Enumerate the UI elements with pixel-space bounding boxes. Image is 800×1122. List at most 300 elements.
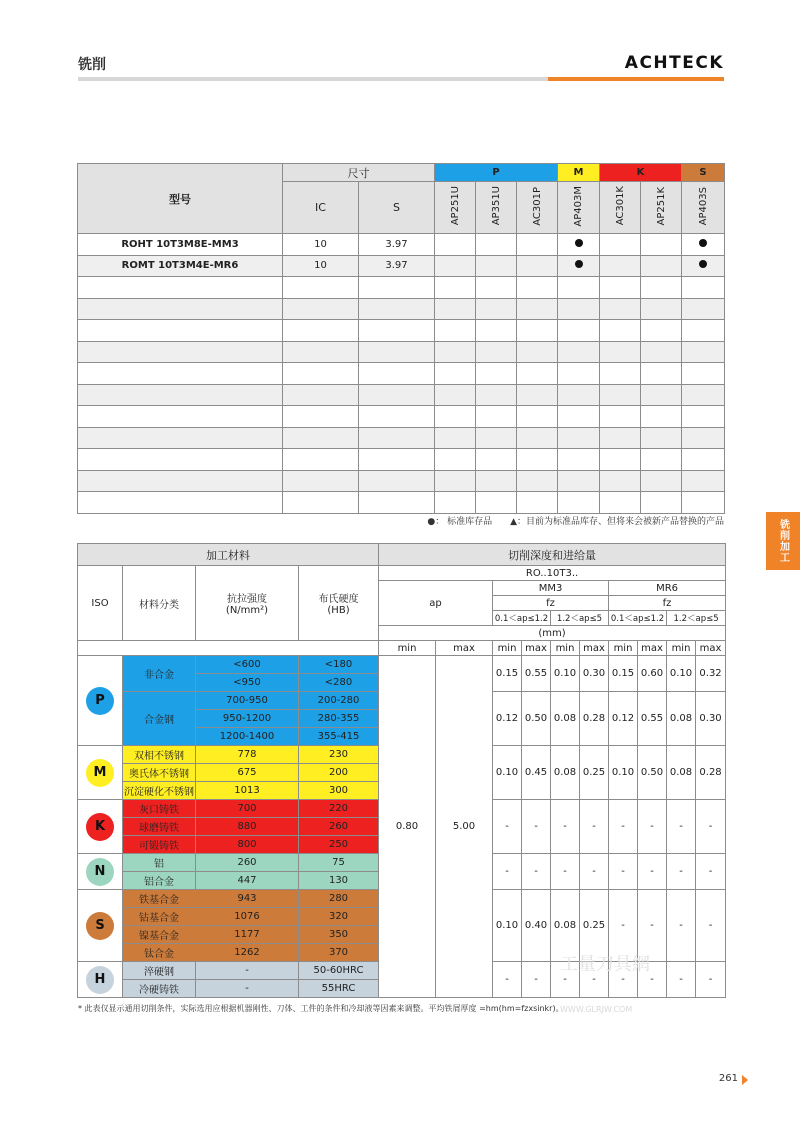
feed-cell: 0.10 (609, 746, 638, 800)
range-header: 0.1＜ap≤1.2 (493, 611, 551, 626)
empty-cell (78, 277, 283, 299)
tensile-header: 抗拉强度 (N/mm²) (196, 566, 299, 641)
empty-cell (359, 363, 435, 385)
group-k-header: K (600, 164, 682, 182)
stock-cell (476, 341, 517, 363)
stock-cell (476, 277, 517, 299)
stock-cell (435, 449, 476, 471)
feed-cell: 0.10 (551, 656, 580, 692)
iso-p-badge-icon: P (86, 687, 114, 715)
min-header: min (609, 641, 638, 656)
empty-cell (359, 449, 435, 471)
brand-logo: ACHTECK (624, 53, 724, 73)
iso-h-badge-icon: H (86, 966, 114, 994)
fz-header: fz (493, 596, 609, 611)
feed-cell: 0.30 (696, 692, 726, 746)
stock-cell (682, 298, 725, 320)
stock-cell (476, 492, 517, 514)
stock-cell (641, 255, 682, 277)
hardness-cell: 280 (299, 890, 379, 908)
empty-cell (283, 406, 359, 428)
tensile-cell: 943 (196, 890, 299, 908)
stock-cell (558, 341, 600, 363)
feed-cell: - (493, 800, 522, 854)
feed-cell: - (522, 854, 551, 890)
stock-cell (435, 255, 476, 277)
stock-cell (641, 277, 682, 299)
iso-k-badge-icon: K (86, 813, 114, 841)
stock-cell (435, 427, 476, 449)
watermark: 工量刀具網 (560, 954, 650, 975)
category-header: 材料分类 (123, 566, 196, 641)
feed-cell: - (696, 854, 726, 890)
tensile-cell: 950-1200 (196, 710, 299, 728)
empty-cell (78, 320, 283, 342)
stock-cell (517, 470, 558, 492)
unit-label: (mm) (379, 626, 726, 641)
grade-header: AP251U (449, 186, 461, 226)
category-cell: 钴基合金 (123, 908, 196, 926)
stock-cell (476, 320, 517, 342)
stock-cell (600, 384, 641, 406)
empty-cell (283, 298, 359, 320)
stock-cell (476, 298, 517, 320)
stock-cell (641, 384, 682, 406)
stock-cell (558, 363, 600, 385)
feed-cell: - (667, 890, 696, 962)
feed-cell: 0.30 (580, 656, 609, 692)
stock-legend: ●： 标准库存品 ▲：目前为标准品库存、但将来会被新产品替换的产品 (427, 517, 724, 527)
stock-cell (682, 427, 725, 449)
iso-k-cell (78, 800, 123, 854)
model-cell: ROHT 10T3M8E-MM3 (78, 234, 283, 256)
stock-cell (476, 234, 517, 256)
stock-cell (435, 384, 476, 406)
feed-cell: 0.10 (493, 890, 522, 962)
iso-n-badge-icon: N (86, 858, 114, 886)
tensile-cell: 447 (196, 872, 299, 890)
feed-cell: - (696, 800, 726, 854)
stock-cell (435, 363, 476, 385)
stock-cell (476, 384, 517, 406)
feed-cell: 0.08 (551, 746, 580, 800)
stock-cell (558, 492, 600, 514)
min-header: min (551, 641, 580, 656)
range-header: 1.2＜ap≤5 (667, 611, 726, 626)
tensile-cell: - (196, 980, 299, 998)
hardness-cell: 55HRC (299, 980, 379, 998)
tensile-cell: 675 (196, 764, 299, 782)
hardness-cell: 250 (299, 836, 379, 854)
size-header: 尺寸 (283, 164, 435, 182)
page-number: 261 (718, 1073, 738, 1084)
hardness-cell: 220 (299, 800, 379, 818)
empty-cell (359, 277, 435, 299)
empty-cell (283, 384, 359, 406)
feed-cell: - (580, 854, 609, 890)
tensile-cell: 1076 (196, 908, 299, 926)
empty-cell (78, 449, 283, 471)
feed-cell: 0.45 (522, 746, 551, 800)
range-header: 1.2＜ap≤5 (551, 611, 609, 626)
hardness-cell: 280-355 (299, 710, 379, 728)
grade-header: AP251K (655, 186, 667, 226)
stock-cell (476, 449, 517, 471)
stock-cell (558, 298, 600, 320)
max-header: max (436, 641, 493, 656)
feed-cell: - (667, 962, 696, 998)
stock-dot-icon (699, 239, 707, 247)
feed-cell: 0.25 (580, 746, 609, 800)
stock-cell (682, 470, 725, 492)
header-rule-accent (548, 77, 724, 81)
stock-cell (435, 341, 476, 363)
category-cell: 非合金 (123, 656, 196, 692)
stock-cell (600, 492, 641, 514)
empty-cell (283, 427, 359, 449)
stock-cell (600, 320, 641, 342)
feed-cell: - (493, 854, 522, 890)
stock-cell (558, 449, 600, 471)
stock-cell (517, 255, 558, 277)
empty-cell (283, 320, 359, 342)
ap-header: ap (379, 581, 493, 626)
tensile-cell: 1262 (196, 944, 299, 962)
stock-cell (682, 384, 725, 406)
s-header: S (359, 182, 435, 234)
feed-cell: - (609, 854, 638, 890)
hardness-cell: 320 (299, 908, 379, 926)
category-cell: 铁基合金 (123, 890, 196, 908)
feed-cell: - (609, 962, 638, 998)
empty-cell (359, 298, 435, 320)
stock-cell (558, 234, 600, 256)
empty-cell (359, 406, 435, 428)
ic-cell: 10 (283, 234, 359, 256)
tensile-cell: 1200-1400 (196, 728, 299, 746)
feed-cell: 0.50 (522, 692, 551, 746)
empty-cell (359, 427, 435, 449)
category-cell: 合金钢 (123, 692, 196, 746)
feed-cell: 0.08 (551, 692, 580, 746)
iso-m-badge-icon: M (86, 759, 114, 787)
empty-cell (78, 298, 283, 320)
empty-cell (78, 492, 283, 514)
hardness-cell: 355-415 (299, 728, 379, 746)
stock-cell (682, 406, 725, 428)
category-cell: 灰口铸铁 (123, 800, 196, 818)
grade-header: AP403M (573, 185, 584, 227)
feed-cell: 0.15 (609, 656, 638, 692)
iso-header: ISO (78, 566, 123, 641)
feed-cell: - (522, 800, 551, 854)
stock-cell (435, 298, 476, 320)
watermark-url: WWW.GLRJW.COM (560, 1005, 633, 1014)
feed-cell: - (493, 962, 522, 998)
tensile-cell: - (196, 962, 299, 980)
stock-cell (558, 406, 600, 428)
stock-cell (517, 406, 558, 428)
stock-cell (600, 341, 641, 363)
feed-cell: - (667, 800, 696, 854)
feed-cell: 0.12 (609, 692, 638, 746)
stock-cell (600, 234, 641, 256)
tensile-cell: 700-950 (196, 692, 299, 710)
empty-cell (283, 277, 359, 299)
category-cell: 双相不锈钢 (123, 746, 196, 764)
iso-h-cell (78, 962, 123, 998)
tensile-cell: 778 (196, 746, 299, 764)
mr6-header: MR6 (609, 581, 726, 596)
s-cell: 3.97 (359, 234, 435, 256)
tensile-cell: 1177 (196, 926, 299, 944)
stock-cell (517, 298, 558, 320)
stock-cell (435, 470, 476, 492)
s-cell: 3.97 (359, 255, 435, 277)
feed-cell: 0.55 (638, 692, 667, 746)
ap-min-cell: 0.80 (379, 656, 436, 998)
stock-dot-icon (575, 239, 583, 247)
grade-header: AC301K (614, 186, 626, 226)
feed-cell: - (522, 962, 551, 998)
stock-dot-icon (699, 260, 707, 268)
series-label: RO..10T3.. (379, 566, 726, 581)
stock-cell (600, 363, 641, 385)
hardness-cell: 75 (299, 854, 379, 872)
feed-cell: - (638, 962, 667, 998)
header-rule (78, 77, 548, 81)
mm3-header: MM3 (493, 581, 609, 596)
empty-cell (359, 384, 435, 406)
tensile-cell: 800 (196, 836, 299, 854)
stock-cell (558, 277, 600, 299)
hardness-cell: 50-60HRC (299, 962, 379, 980)
stock-cell (517, 320, 558, 342)
fz-header: fz (609, 596, 726, 611)
feed-cell: - (638, 890, 667, 962)
category-cell: 铝 (123, 854, 196, 872)
material-header: 加工材料 (78, 544, 379, 566)
stock-cell (517, 363, 558, 385)
hardness-cell: <280 (299, 674, 379, 692)
stock-cell (600, 427, 641, 449)
category-cell: 镍基合金 (123, 926, 196, 944)
feed-cell: - (609, 800, 638, 854)
feed-cell: - (638, 800, 667, 854)
category-cell: 钛合金 (123, 944, 196, 962)
stock-cell (682, 341, 725, 363)
empty-cell (78, 406, 283, 428)
tensile-cell: 700 (196, 800, 299, 818)
model-header: 型号 (78, 164, 283, 234)
stock-cell (682, 492, 725, 514)
stock-cell (435, 234, 476, 256)
max-header: max (696, 641, 726, 656)
grades-table (77, 163, 725, 514)
stock-cell (600, 255, 641, 277)
stock-cell (435, 320, 476, 342)
category-cell: 淬硬钢 (123, 962, 196, 980)
stock-cell (558, 427, 600, 449)
tensile-cell: 880 (196, 818, 299, 836)
section-title: 铣削 (78, 57, 106, 73)
range-header: 0.1＜ap≤1.2 (609, 611, 667, 626)
stock-cell (476, 406, 517, 428)
empty-cell (78, 427, 283, 449)
category-cell: 球磨铸铁 (123, 818, 196, 836)
stock-cell (682, 277, 725, 299)
cutting-conditions-table (77, 543, 726, 998)
category-cell: 沉淀硬化不锈钢 (123, 782, 196, 800)
iso-p-cell (78, 656, 123, 746)
feed-cell: - (551, 800, 580, 854)
stock-cell (558, 320, 600, 342)
feed-cell: - (609, 890, 638, 962)
stock-cell (682, 449, 725, 471)
hardness-cell: 200-280 (299, 692, 379, 710)
feed-cell: 0.10 (493, 746, 522, 800)
feed-cell: 0.08 (551, 890, 580, 962)
stock-cell (600, 277, 641, 299)
hardness-cell: 200 (299, 764, 379, 782)
cutting-header: 切削深度和进给量 (379, 544, 726, 566)
ic-cell: 10 (283, 255, 359, 277)
min-header: min (667, 641, 696, 656)
stock-cell (682, 363, 725, 385)
empty-cell (283, 363, 359, 385)
feed-cell: 0.40 (522, 890, 551, 962)
stock-cell (558, 255, 600, 277)
feed-cell: - (638, 854, 667, 890)
stock-cell (435, 406, 476, 428)
hardness-cell: 300 (299, 782, 379, 800)
stock-cell (641, 470, 682, 492)
stock-cell (682, 320, 725, 342)
hardness-cell: 130 (299, 872, 379, 890)
empty-cell (283, 470, 359, 492)
iso-n-cell (78, 854, 123, 890)
stock-cell (600, 406, 641, 428)
min-header: min (493, 641, 522, 656)
empty-cell (359, 320, 435, 342)
iso-m-cell (78, 746, 123, 800)
tensile-cell: 1013 (196, 782, 299, 800)
category-cell: 铝合金 (123, 872, 196, 890)
stock-cell (476, 255, 517, 277)
stock-cell (641, 341, 682, 363)
stock-cell (476, 363, 517, 385)
empty-cell (283, 341, 359, 363)
stock-cell (435, 492, 476, 514)
empty-cell (78, 363, 283, 385)
stock-cell (682, 234, 725, 256)
min-header: min (379, 641, 436, 656)
feed-cell: 0.50 (638, 746, 667, 800)
stock-cell (476, 427, 517, 449)
hardness-cell: <180 (299, 656, 379, 674)
stock-cell (641, 298, 682, 320)
iso-s-cell (78, 890, 123, 962)
empty-cell (283, 492, 359, 514)
stock-cell (682, 255, 725, 277)
empty-cell (78, 384, 283, 406)
category-cell: 冷硬铸铁 (123, 980, 196, 998)
stock-cell (558, 384, 600, 406)
stock-cell (600, 470, 641, 492)
ic-header: IC (283, 182, 359, 234)
next-arrow-icon[interactable] (742, 1075, 748, 1085)
stock-cell (641, 406, 682, 428)
feed-cell: 0.32 (696, 656, 726, 692)
hardness-header: 布氏硬度 (HB) (299, 566, 379, 641)
tensile-cell: <600 (196, 656, 299, 674)
stock-dot-icon (575, 260, 583, 268)
feed-cell: 0.12 (493, 692, 522, 746)
grade-header: AC301P (531, 186, 543, 226)
category-cell: 可锻铸铁 (123, 836, 196, 854)
stock-cell (600, 298, 641, 320)
stock-cell (641, 449, 682, 471)
stock-cell (517, 492, 558, 514)
stock-cell (476, 470, 517, 492)
group-m-header: M (558, 164, 600, 182)
grade-header: AP351U (490, 186, 502, 226)
group-p-header: P (435, 164, 558, 182)
hardness-cell: 260 (299, 818, 379, 836)
stock-cell (641, 492, 682, 514)
feed-cell: 0.08 (667, 746, 696, 800)
feed-cell: - (551, 962, 580, 998)
stock-cell (517, 234, 558, 256)
stock-cell (517, 341, 558, 363)
feed-cell: - (696, 962, 726, 998)
stock-cell (517, 277, 558, 299)
feed-cell: - (667, 854, 696, 890)
grade-header: AP403S (697, 186, 709, 226)
category-cell: 奥氏体不锈钢 (123, 764, 196, 782)
stock-cell (517, 427, 558, 449)
stock-cell (517, 384, 558, 406)
empty-cell (78, 470, 283, 492)
max-header: max (638, 641, 667, 656)
footnote: * 此表仅显示通用切削条件，实际选用应根据机器刚性、刀体、工件的条件和冷却液等因素来调整。平均铁屑厚度 =hm(hm=fzxsinkr)。 (78, 1004, 564, 1013)
stock-cell (641, 320, 682, 342)
stock-cell (600, 449, 641, 471)
stock-cell (558, 470, 600, 492)
hardness-cell: 230 (299, 746, 379, 764)
stock-cell (641, 363, 682, 385)
feed-cell: 0.28 (696, 746, 726, 800)
stock-cell (641, 234, 682, 256)
side-tab[interactable]: 铣削加工 (766, 512, 800, 570)
empty-cell (283, 449, 359, 471)
feed-cell: 0.25 (580, 890, 609, 962)
empty-cell (359, 470, 435, 492)
feed-cell: 0.08 (667, 692, 696, 746)
tensile-cell: <950 (196, 674, 299, 692)
feed-cell: 0.15 (493, 656, 522, 692)
feed-cell: - (580, 800, 609, 854)
feed-cell: 0.60 (638, 656, 667, 692)
empty-cell (359, 341, 435, 363)
feed-cell: - (551, 854, 580, 890)
hardness-cell: 370 (299, 944, 379, 962)
feed-cell: - (580, 962, 609, 998)
empty-cell (359, 492, 435, 514)
feed-cell: 0.10 (667, 656, 696, 692)
stock-cell (435, 277, 476, 299)
model-cell: ROMT 10T3M4E-MR6 (78, 255, 283, 277)
